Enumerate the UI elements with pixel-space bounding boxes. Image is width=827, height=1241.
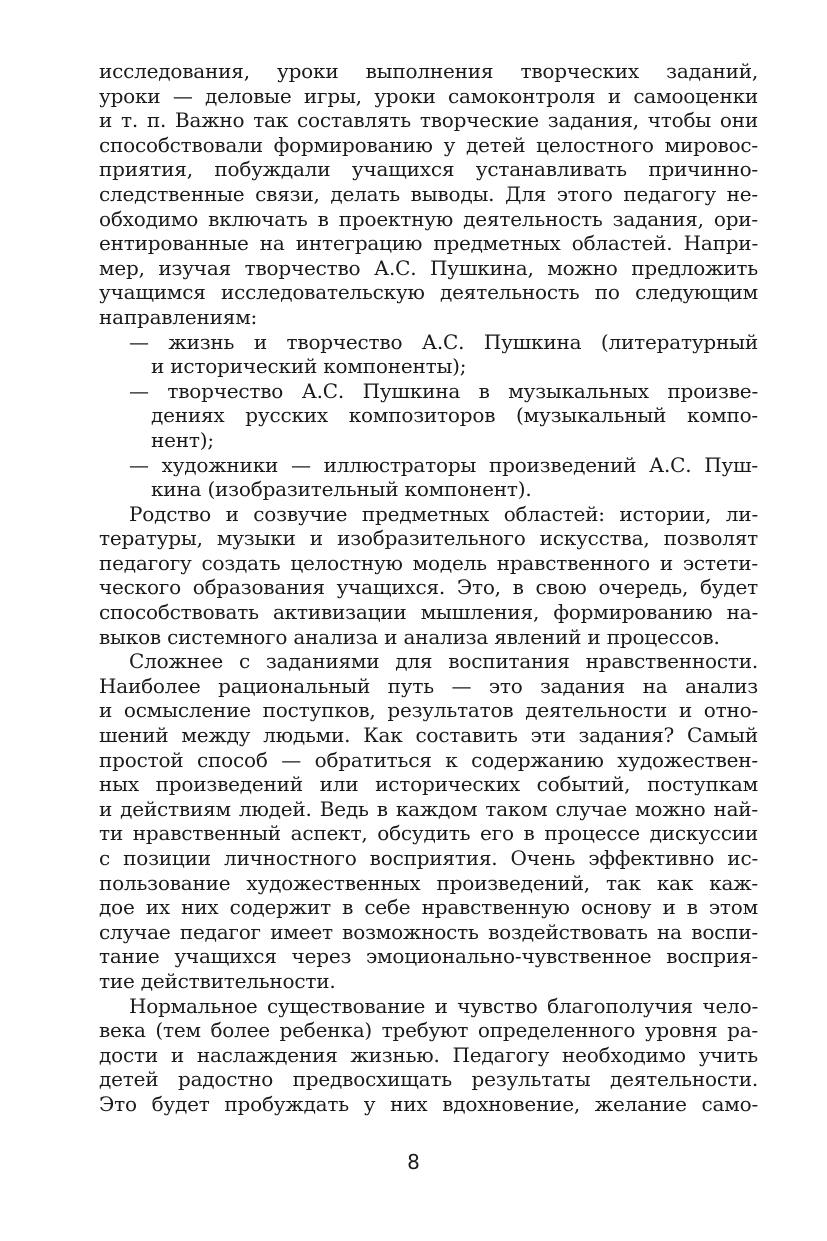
text-line: с позиции личностного восприятия. Очень эффективно ис- bbox=[99, 846, 758, 870]
list-item-line: — жизнь и творчество А.С. Пушкина (литературный bbox=[129, 329, 758, 354]
text-line: способствовали формированию у детей целостного мировос- bbox=[99, 132, 758, 157]
list-item-line: кина (изобразительный компонент). bbox=[151, 477, 532, 502]
text-line: Это будет пробуждать у них вдохновение, желание само- bbox=[99, 1091, 758, 1116]
text-line: детей радостно предвосхищать результаты деятельности. bbox=[99, 1067, 758, 1092]
list-item-line: нент); bbox=[151, 427, 214, 452]
text-line: приятия, побуждали учащихся устанавливать причинно- bbox=[99, 157, 758, 182]
text-line: тание учащихся через эмоционально-чувственное восприя- bbox=[99, 944, 758, 969]
text-line: учащимся исследовательскую деятельность по следующим bbox=[99, 280, 758, 305]
text-line: уроки — деловые игры, уроки самоконтроля и самооценки bbox=[99, 83, 758, 108]
text-line: века (тем более ребенка) требуют определенного уровня ра- bbox=[99, 1018, 758, 1043]
text-line: Сложнее с заданиями для воспитания нравственности. bbox=[129, 649, 758, 674]
text-line: способствовать активизации мышления, формированию на- bbox=[99, 600, 758, 625]
list-item-line: дениях русских композиторов (музыкальный компо- bbox=[151, 403, 758, 428]
list-item-line: и исторический компоненты); bbox=[151, 354, 467, 379]
text-line: и т. п. Важно так составлять творческие задания, чтобы они bbox=[99, 108, 758, 133]
text-line: исследования, уроки выполнения творческих заданий, bbox=[99, 59, 758, 83]
text-line: следственные связи, делать выводы. Для этого педагогу не- bbox=[99, 181, 758, 206]
text-line: ческого образования учащихся. Это, в свою очередь, будет bbox=[99, 575, 758, 600]
text-line: дости и наслаждения жизнью. Педагогу необходимо учить bbox=[99, 1042, 758, 1067]
page-number: 8 bbox=[407, 1150, 420, 1174]
text-line: и осмысление поступков, результатов деятельности и отно- bbox=[99, 698, 758, 723]
text-line: педагогу создать целостную модель нравственного и эстети- bbox=[99, 550, 758, 575]
list-item-line: — творчество А.С. Пушкина в музыкальных произве- bbox=[129, 378, 758, 403]
text-line: Наиболее рациональный путь — это задания на анализ bbox=[99, 673, 758, 698]
text-line: и действиям людей. Ведь в каждом таком случае можно най- bbox=[99, 796, 758, 821]
text-line: направлениям: bbox=[99, 304, 258, 329]
text-line: мер, изучая творчество А.С. Пушкина, можно предложить bbox=[99, 255, 758, 280]
text-line: тие действительности. bbox=[99, 968, 336, 993]
text-line: Родство и созвучие предметных областей: истории, ли- bbox=[129, 501, 758, 526]
text-line: дое их них содержит в себе нравственную основу и в этом bbox=[99, 895, 758, 920]
list-item-line: — художники — иллюстраторы произведений А.С. Пуш- bbox=[129, 452, 758, 477]
text-line: пользование художественных произведений, так как каж- bbox=[99, 870, 758, 895]
text-line: обходимо включать в проектную деятельность задания, ори- bbox=[99, 206, 758, 231]
text-line: ных произведений или исторических событий, поступкам bbox=[99, 772, 758, 797]
text-line: простой способ — обратиться к содержанию художествен- bbox=[99, 747, 758, 772]
text-line: тературы, музыки и изобразительного искусства, позволят bbox=[99, 526, 758, 551]
text-line: выков системного анализа и анализа явлений и процессов. bbox=[99, 624, 720, 649]
text-line: ти нравственный аспект, обсудить его в процессе дискуссии bbox=[99, 821, 758, 846]
text-line: ентированные на интеграцию предметных областей. Напри- bbox=[99, 231, 758, 256]
page-text bbox=[99, 59, 758, 1117]
text-line: случае педагог имеет возможность воздействовать на воспи- bbox=[99, 919, 758, 944]
text-line: шений между людьми. Как составить эти задания? Самый bbox=[99, 723, 758, 748]
text-line: Нормальное существование и чувство благополучия чело- bbox=[129, 993, 758, 1018]
